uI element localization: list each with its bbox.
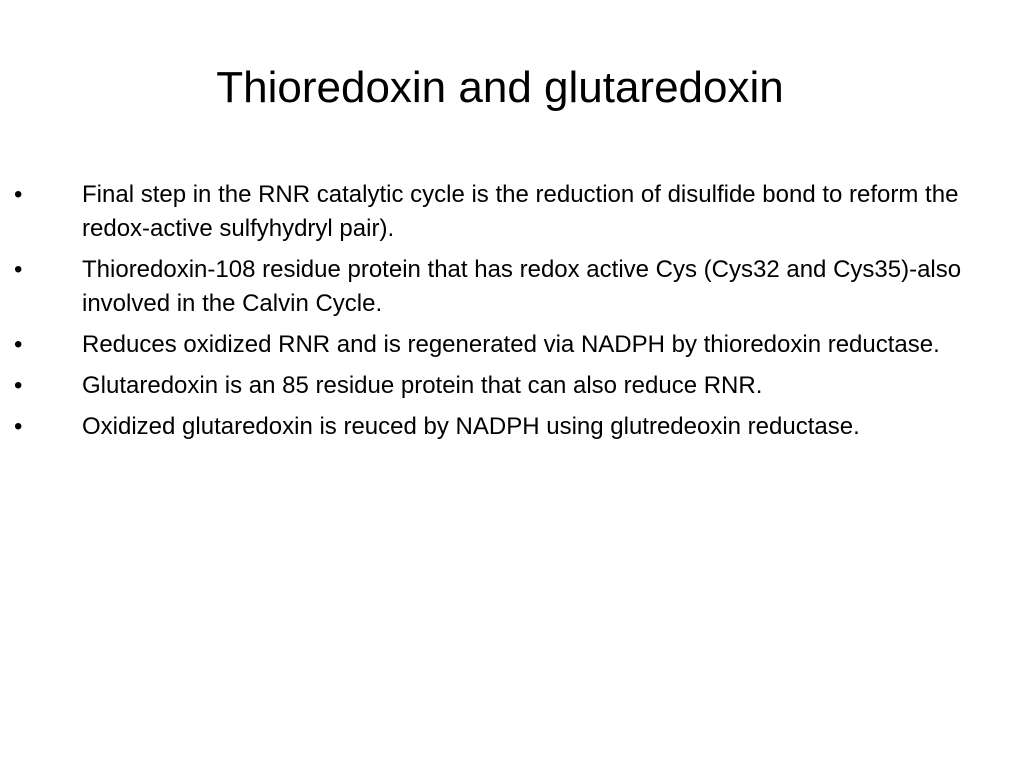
list-item xyxy=(14,253,1004,321)
bullet-icon: • xyxy=(14,331,23,358)
bullet-text: Oxidized glutaredoxin is reuced by NADPH using glutredeoxin reductase. xyxy=(82,413,860,440)
bullet-icon: • xyxy=(14,372,23,399)
list-item xyxy=(14,369,1004,403)
slide-title: Thioredoxin and glutaredoxin xyxy=(216,63,784,112)
bullet-icon: • xyxy=(14,181,23,208)
bullet-text: Glutaredoxin is an 85 residue protein that can also reduce RNR. xyxy=(82,372,763,399)
list-item xyxy=(14,178,1004,246)
bullet-icon: • xyxy=(14,413,23,440)
bullet-list xyxy=(14,178,1004,451)
list-item xyxy=(14,328,1004,362)
list-item xyxy=(14,410,1004,444)
bullet-icon: • xyxy=(14,256,23,283)
bullet-text: Thioredoxin-108 residue protein that has redox active Cys (Cys32 and Cys35)-also involved in the Calvin Cycle. xyxy=(82,256,962,317)
bullet-text: Final step in the RNR catalytic cycle is the reduction of disulfide bond to reform the redox-active sulfyhydryl pair). xyxy=(82,181,959,242)
bullet-text: Reduces oxidized RNR and is regenerated via NADPH by thioredoxin reductase. xyxy=(82,331,940,358)
